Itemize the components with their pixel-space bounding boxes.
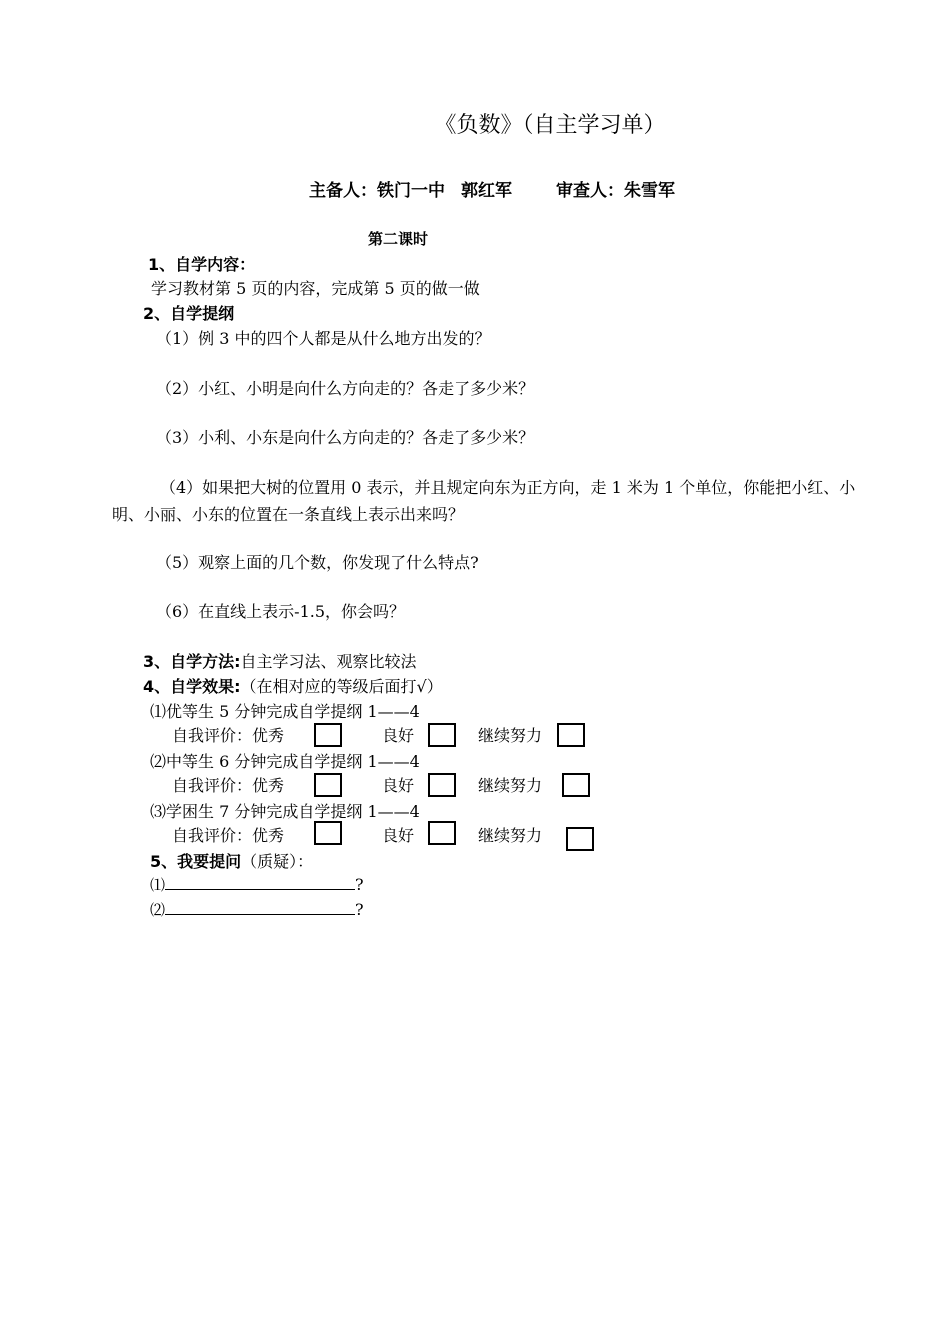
section3-heading: 3、自学方法: (143, 652, 241, 671)
section1-heading: 1、自学内容： (148, 255, 256, 274)
question-4: （4）如果把大树的位置用 0 表示，并且规定向东为正方向，走 1 米为 1 个单位，你能把小红、小明、小丽、小东的位置在一条直线上表示出来吗？ (112, 478, 856, 524)
group-1-eval-label: 自我评价：优秀 (172, 726, 285, 745)
section3-content: 自主学习法、观察比较法 (240, 652, 417, 671)
group-1-good-checkbox[interactable] (428, 723, 456, 747)
section5-note: （质疑）： (241, 852, 314, 871)
question-6: （6）在直线上表示-1.5，你会吗？ (156, 602, 406, 621)
group-3-excellent-checkbox[interactable] (314, 821, 342, 845)
question-line-2-blank[interactable] (165, 900, 355, 915)
group-1-good-label: 良好 (382, 726, 415, 745)
section3 (143, 649, 417, 672)
section4-heading: 4、自学效果: (143, 677, 241, 696)
question-line-1-label: ⑴ (150, 876, 166, 894)
group-3-desc: ⑶学困生 7 分钟完成自学提纲 1——4 (150, 802, 420, 821)
section2-heading: 2、自学提纲 (143, 304, 235, 323)
group-3-good-checkbox[interactable] (428, 821, 456, 845)
group-2-desc: ⑵中等生 6 分钟完成自学提纲 1——4 (150, 752, 420, 771)
reviewer: 审查人：朱雪军 (556, 181, 675, 201)
question-line-1 (150, 874, 364, 895)
question-line-1-blank[interactable] (165, 875, 355, 890)
question-line-1-end: ? (355, 875, 364, 894)
question-5: （5）观察上面的几个数，你发现了什么特点? (156, 553, 479, 572)
group-2-effort-label: 继续努力 (478, 776, 543, 795)
section5-heading: 5、我要提问 (150, 852, 242, 871)
section4-note: （在相对应的等级后面打√） (240, 677, 443, 696)
document-title: 《负数》（自主学习单） (434, 113, 666, 138)
group-3-effort-label: 继续努力 (478, 826, 543, 845)
group-3-good-label: 良好 (382, 826, 415, 845)
question-line-2-end: ? (355, 900, 364, 919)
group-1-excellent-checkbox[interactable] (314, 723, 342, 747)
group-2-excellent-checkbox[interactable] (314, 773, 342, 797)
group-1-effort-checkbox[interactable] (557, 723, 585, 747)
byline (309, 176, 675, 201)
section1-content: 学习教材第 5 页的内容，完成第 5 页的做一做 (151, 279, 480, 298)
section4-header (143, 674, 443, 697)
preparer: 主备人：铁门一中 (309, 181, 445, 201)
question-3: （3）小利、小东是向什么方向走的？各走了多少米？ (156, 428, 535, 447)
question-2: （2）小红、小明是向什么方向走的？各走了多少米？ (156, 379, 535, 398)
group-1-effort-label: 继续努力 (478, 726, 543, 745)
group-2-good-label: 良好 (382, 776, 415, 795)
group-1-desc: ⑴优等生 5 分钟完成自学提纲 1——4 (150, 702, 420, 721)
question-line-2-label: ⑵ (150, 901, 166, 919)
group-3-eval-label: 自我评价：优秀 (172, 826, 285, 845)
group-2-effort-checkbox[interactable] (562, 773, 590, 797)
group-3-effort-checkbox[interactable] (566, 827, 594, 851)
group-2-eval-label: 自我评价：优秀 (172, 776, 285, 795)
question-1: （1）例 3 中的四个人都是从什么地方出发的？ (156, 329, 491, 348)
preparer-name: 郭红军 (461, 181, 512, 201)
question-line-2 (150, 899, 364, 920)
group-2-good-checkbox[interactable] (428, 773, 456, 797)
section5-header (150, 849, 313, 872)
lesson-label: 第二课时 (368, 230, 429, 248)
